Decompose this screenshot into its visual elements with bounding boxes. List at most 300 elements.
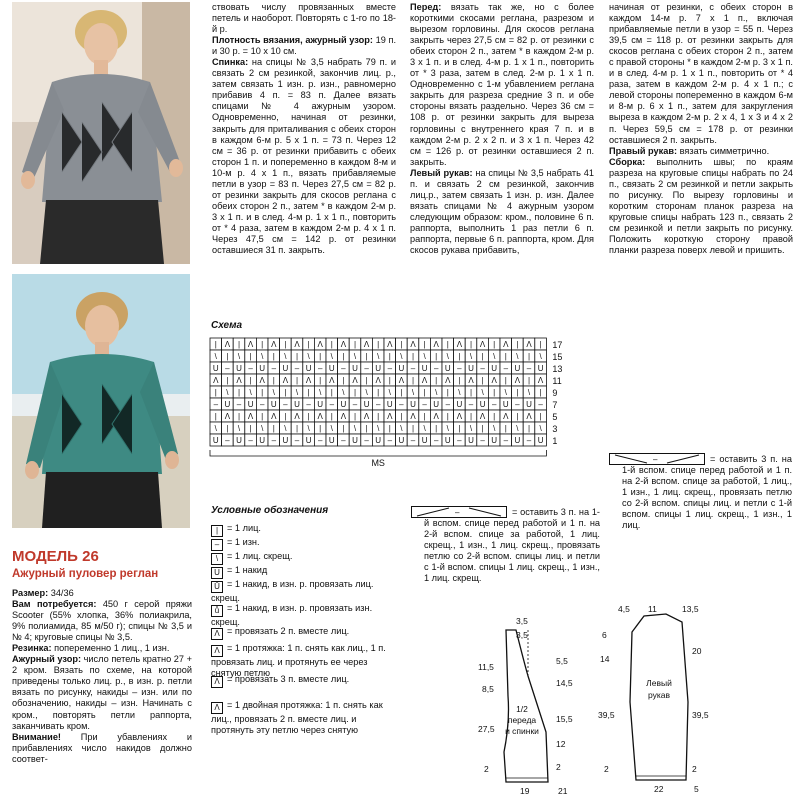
legend-item [211, 565, 391, 579]
chart-symbol: | [237, 412, 241, 421]
chart-symbol: | [249, 424, 252, 433]
svg-text:–: – [653, 455, 658, 464]
chart-symbol: U [259, 436, 266, 445]
model-photo-green [12, 274, 190, 528]
cable-right-text: = оставить 3 п. на 1-й вспом. спице перед работой и 1 п. на 2-й вспом. спице за работой, 1 лиц., 1 изн., 1 лиц. скрещ., провязать петлю со 2-й вспом. спицы лиц. и петли с 1-й вспом. спицы 1 лиц. скрещ., 1 изн., 1 лиц. [622, 454, 792, 531]
chart-symbol: | [319, 352, 322, 361]
chart-symbol: | [295, 424, 299, 433]
chart-symbol: | [214, 412, 217, 421]
chart-symbol: – [515, 400, 520, 409]
chart-symbol: | [307, 340, 310, 349]
chart-symbol: | [295, 352, 299, 361]
chart-symbol: | [539, 340, 542, 349]
sleeve-dim-right-3: 2 [692, 764, 697, 774]
legend-symbol: Λ [211, 628, 223, 640]
legend-text: = 1 накид [227, 565, 268, 575]
chart-symbol: | [353, 388, 357, 397]
chart-symbol: \ [411, 388, 415, 397]
chart-symbol: U [282, 436, 289, 445]
rib-label: Резинка: [12, 643, 52, 654]
legend-text: = 1 накид, в изн. р. провязать изн. скрещ. [211, 603, 373, 627]
chart-symbol: | [353, 340, 357, 349]
front-dim-top-a: 3,5 [516, 616, 528, 626]
chart-symbol: | [516, 340, 519, 349]
chart-symbol: \ [539, 424, 542, 433]
chart-symbol: – [317, 364, 323, 373]
chart-symbol: \ [295, 388, 299, 397]
chart-symbol: – [538, 400, 543, 409]
chart-symbol: U [410, 400, 416, 409]
chart-symbol: | [469, 340, 473, 349]
front-dim-right-4: 12 [556, 739, 566, 749]
chart-symbol: – [294, 364, 300, 373]
chart-row-number: 9 [552, 388, 558, 398]
chart-symbol: Λ [352, 376, 358, 385]
legend-symbol: U [211, 567, 223, 579]
back-instructions [212, 2, 396, 256]
legend-text: = 1 лиц. [227, 523, 261, 533]
chart-symbol: – [294, 436, 300, 445]
chart-symbol: \ [493, 424, 496, 433]
materials-label: Вам потребуется: [12, 599, 97, 610]
front-dim-right-5: 2 [556, 762, 561, 772]
front-dim-right-2: 14,5 [556, 678, 573, 688]
legend-item [211, 523, 391, 537]
chart-symbol: | [446, 412, 449, 421]
chart-symbol: \ [284, 424, 287, 433]
pattern-sleeve [596, 602, 796, 798]
chart-symbol: | [458, 376, 461, 385]
chart-symbol: | [261, 340, 264, 349]
chart-symbol: – [283, 400, 288, 409]
chart-symbol: – [306, 400, 311, 409]
chart-symbol: | [400, 388, 403, 397]
chart-symbol: – [433, 436, 439, 445]
chart-symbol: Λ [213, 376, 219, 385]
right-sleeve-label: Правый рукав: [609, 145, 678, 156]
chart-symbol: \ [226, 388, 229, 397]
chart-symbol: | [365, 352, 368, 361]
chart-symbol: \ [353, 352, 357, 361]
chart-symbol: – [503, 364, 509, 373]
chart-symbol: – [259, 400, 265, 409]
chart-symbol: | [330, 388, 333, 397]
chart-symbol: U [328, 436, 335, 445]
chart-row-number: 5 [552, 412, 558, 422]
chart-symbol: U [352, 436, 358, 445]
chart-symbol: Λ [410, 340, 416, 349]
chart-symbol: – [225, 436, 230, 445]
front-dim-bottom-2: 21 [558, 786, 568, 796]
pattern-front-back [476, 612, 596, 800]
chart-symbol: – [457, 436, 462, 445]
sleeve-dim-bottom-1: 22 [654, 784, 664, 794]
left-column-text [12, 588, 192, 765]
sleeve-dim-top-2: 11 [648, 604, 657, 614]
chart-symbol: | [493, 412, 496, 421]
chart-symbol: \ [527, 388, 531, 397]
chart-symbol: | [214, 388, 217, 397]
chart-symbol: Λ [317, 412, 323, 421]
legend-text: = 1 изн. [227, 537, 260, 547]
chart-symbol: | [226, 352, 229, 361]
front-label-2: переда [507, 715, 537, 725]
chart-symbol: – [503, 436, 509, 445]
left-sleeve-label: Левый рукав: [410, 167, 473, 178]
chart-symbol: U [247, 400, 254, 409]
chart-symbol: – [364, 364, 369, 373]
chart-symbol: Λ [503, 340, 509, 349]
sleeve-label-2: рукав [647, 690, 671, 700]
chart-symbol: Λ [340, 340, 347, 349]
legend-symbol: Λ [211, 645, 223, 657]
chart-symbol: U [491, 436, 498, 445]
chart-symbol: – [445, 400, 451, 409]
chart-symbol: Λ [537, 376, 544, 385]
chart-symbol: U [386, 400, 393, 409]
chart-symbol: U [259, 364, 266, 373]
chart-symbol: | [272, 424, 275, 433]
front-dim-right-1: 5,5 [556, 656, 568, 666]
chart-row-number: 15 [552, 352, 563, 362]
chart-symbol: U [363, 400, 370, 409]
chart-symbol: – [375, 400, 381, 409]
chart-symbol: Λ [398, 376, 405, 385]
chart-symbol: \ [469, 352, 473, 361]
chart-symbol: – [526, 364, 532, 373]
chart-symbol: U [294, 400, 300, 409]
front-dim-left-1: 11,5 [478, 662, 494, 672]
legend-title: Условные обозначения [211, 505, 329, 516]
model-photo-grey [12, 2, 190, 264]
chart-symbol: – [248, 436, 253, 445]
back-text: на спицы № 3,5 набрать 79 п. и связать 2 см резинкой, закончив лиц. р., затем связать 1 изн. р. изн., равномерно прибавив 4 п. = 83 п. Далее вязать спицами № 4 ажурным узором. Одновременно, начиная от резинки, закрыть для приталивания с обеих сторон в каждом 6-м р. 5 х 1 п. = 73 п. Через 12 см = 36 р. от резинки прибавить с обеих сторон 1 п. и попеременно в каждом 8-м и 10-м р. 4 х 1 п., вязать прибавляемые петли в узор = 83 п. Через 27,5 см = 82 р. от резинки закрыть для скосов реглана с обеих сторон 2 п., затем * в каждом 2-м р. 3 х 1 п. и в след. 4-м р. 1 х 1 п., повторить от * 4 раза, затем в каждом 2-м р. 4 х 1 п. Через 47,5 см = 142 р. от резинки оставшиеся 31 п. закрыть. [212, 57, 396, 256]
chart-symbol: U [514, 364, 521, 373]
legend-symbol: Λ [211, 702, 223, 714]
chart-symbol: U [305, 436, 312, 445]
chart-symbol: | [365, 424, 368, 433]
chart-symbol: \ [446, 424, 449, 433]
chart-symbol: | [411, 376, 415, 385]
chart-symbol: | [307, 388, 310, 397]
size-text: 34/36 [48, 588, 74, 598]
chart-symbol: | [458, 424, 461, 433]
chart-symbol: \ [307, 424, 310, 433]
size-label: Размер: [12, 588, 49, 598]
sleeve-dim-right-2: 39,5 [692, 710, 709, 720]
chart-symbol: U [398, 436, 405, 445]
chart-symbol: \ [214, 352, 217, 361]
chart-symbol: Λ [294, 340, 300, 349]
svg-text:–: – [455, 508, 460, 517]
chart-symbol: Λ [363, 412, 370, 421]
chart-symbol: \ [377, 424, 380, 433]
chart-symbol: Λ [526, 412, 532, 421]
chart-symbol: U [236, 436, 242, 445]
chart-symbol: \ [504, 388, 507, 397]
chart-symbol: – [352, 400, 358, 409]
chart-symbol: U [421, 364, 428, 373]
chart-symbol: U [479, 400, 486, 409]
chart-symbol: Λ [329, 376, 335, 385]
chart-symbol: – [387, 436, 393, 445]
chart-symbol: U [526, 400, 532, 409]
chart-symbol: | [330, 340, 333, 349]
chart-symbol: Λ [410, 412, 416, 421]
chart-symbol: – [526, 436, 532, 445]
legend-item [211, 551, 391, 565]
chart-symbol: | [423, 412, 426, 421]
chart-symbol: – [248, 364, 253, 373]
chart-symbol: \ [237, 352, 241, 361]
knitting-chart-grid [208, 334, 563, 478]
chart-symbol: \ [493, 352, 496, 361]
chart-symbol: – [457, 364, 462, 373]
front-dim-top-b: 3,5 [516, 630, 528, 640]
chart-symbol: Λ [236, 376, 242, 385]
chart-symbol: Λ [224, 340, 231, 349]
chart-symbol: Λ [491, 376, 497, 385]
chart-symbol: Λ [479, 340, 486, 349]
legend-symbol: \ [211, 553, 223, 565]
sleeve-dim-left-4: 2 [604, 764, 609, 774]
chart-symbol: | [400, 340, 403, 349]
chart-symbol: | [284, 388, 287, 397]
chart-symbol: U [212, 436, 219, 445]
chart-symbol: Λ [526, 340, 532, 349]
model-subtitle: Ажурный пуловер реглан [12, 568, 159, 580]
chart-symbol: | [423, 340, 426, 349]
assembly-instructions [609, 2, 793, 256]
chart-symbol: | [411, 352, 415, 361]
chart-symbol: – [468, 400, 474, 409]
chart-ms-bracket [210, 450, 546, 456]
front-dim-left-4: 2 [484, 764, 489, 774]
chart-symbol: | [342, 352, 345, 361]
front-label: Перед: [410, 2, 442, 12]
chart-symbol: U [328, 364, 335, 373]
chart-symbol: \ [435, 388, 438, 397]
chart-symbol: U [468, 364, 474, 373]
chart-symbol: | [435, 424, 438, 433]
chart-symbol: Λ [387, 340, 393, 349]
chart-symbol: Λ [294, 412, 300, 421]
chart-row-number: 7 [552, 400, 558, 410]
chart-symbol: | [388, 424, 391, 433]
sleeve-label-1: Левый [646, 678, 672, 688]
chart-symbol: Λ [479, 412, 486, 421]
chart-symbol: – [480, 364, 485, 373]
materials-text: 450 г серой пряжи Scooter (55% хлопка, 36% полиакрила, 9% полиамида, 85 м/50 г); спицы № 3,5 и № 4; круговые спицы № 3,5. [12, 599, 192, 643]
chart-symbol: Λ [445, 376, 451, 385]
chart-symbol: | [504, 424, 507, 433]
sleeve-dim-bottom-2: 5 [694, 784, 699, 794]
chart-symbol: \ [261, 424, 264, 433]
chart-symbol: | [539, 388, 542, 397]
attention-label: Внимание! [12, 731, 61, 742]
chart-symbol: \ [330, 352, 333, 361]
chart-symbol: | [319, 424, 322, 433]
chart-symbol: | [353, 412, 357, 421]
front-dim-left-2: 8,5 [482, 684, 494, 694]
knitting-chart [208, 334, 563, 478]
chart-symbol: Λ [433, 412, 439, 421]
chart-symbol: U [270, 400, 277, 409]
chart-symbol: U [433, 400, 440, 409]
front-dim-right-3: 15,5 [556, 714, 573, 724]
assembly-text: выполнить швы; по краям разреза на круговые спицы набрать по 24 п., связать 2 см резинкой и петли закрыть по рисунку. По вырезу горловины и коротким сторонам планок разреза на круговые спицы набрать 123 п., связать 2 см резинкой и петли закрыть по рисунку. Положить короткую сторону правой планки разреза поверх левой и пришить. [609, 156, 793, 256]
chart-symbol: | [342, 376, 345, 385]
chart-symbol: | [481, 352, 484, 361]
chart-symbol: – [341, 364, 346, 373]
col4-intro: начиная от резинки, с обеих сторон в каждом 14-м р. 7 х 1 п., включая прибавляемые петли в узор = 55 п. Через 39,5 см = 118 р. от резинки закрыть для скосов реглана с обеих сторон 2 п., затем с правой стороны * в каждом 2-м р. 3 х 1 п. и в след. 4-м р. 1 х 1 п., повторить от * 4 раза, затем в каждом 2-м р. 4 х 1 п.; с левой стороны попеременно в каждом 6-м и 8-м р. 6 х 1 п., затем для закругления выреза в каждом 2-м р. 2 х 4, 1 х 3 и 4 х 2 п. Через 59,5 см = 178 р. от резинки оставшиеся 2 п. закрыть. [609, 2, 793, 145]
chart-symbol: \ [377, 352, 380, 361]
legend-item [211, 579, 391, 604]
chart-symbol: \ [400, 424, 403, 433]
chart-symbol: | [516, 388, 519, 397]
chart-symbol: \ [516, 352, 519, 361]
chart-symbol: | [423, 388, 426, 397]
chart-symbol: | [527, 352, 531, 361]
chart-symbol: U [375, 364, 382, 373]
chart-symbol: | [214, 340, 217, 349]
chart-symbol: Λ [247, 340, 254, 349]
chart-symbol: Λ [271, 340, 277, 349]
right-sleeve-text: вязать симметрично. [677, 145, 770, 156]
chart-symbol: – [213, 400, 219, 409]
lace-label: Ажурный узор: [12, 654, 82, 665]
chart-symbol: Λ [317, 340, 323, 349]
chart-symbol: | [237, 340, 241, 349]
sleeve-dim-left-2: 14 [600, 654, 610, 664]
chart-symbol: | [469, 388, 473, 397]
chart-symbol: Λ [421, 376, 428, 385]
front-dim-bottom-1: 19 [520, 786, 530, 796]
schema-title: Схема [211, 320, 243, 331]
chart-symbol: | [272, 376, 275, 385]
chart-symbol: – [317, 436, 323, 445]
chart-symbol: U [537, 436, 544, 445]
chart-symbol: – [491, 400, 497, 409]
chart-symbol: Λ [224, 412, 231, 421]
col2-intro: ствовать числу провязанных вместе петель и наоборот. Повторять с 1-го по 18-й р. [212, 2, 396, 35]
chart-symbol: – [271, 436, 277, 445]
chart-symbol: | [527, 424, 531, 433]
chart-row-number: 13 [552, 364, 563, 374]
legend-symbol: | [211, 525, 223, 537]
lace-text: число петель кратно 27 + 2 кром. Вязать по схеме, на которой приведены только лиц. р., в изн. р. петли вязать по рисунку, накиды – изн. или по обозначению, накиды – изн. Начинать с кром., повторять петли раппорта, заканчивать кром. [12, 654, 192, 731]
sleeve-dim-right-1: 20 [692, 646, 702, 656]
chart-symbol: U [444, 436, 451, 445]
chart-symbol: – [410, 364, 416, 373]
legend-text: = 1 лиц. скрещ. [227, 551, 293, 561]
legend-symbol: Ū [211, 581, 223, 593]
chart-symbol: | [400, 412, 403, 421]
legend-text: = 1 двойная протяжка: 1 п. снять как лиц., провязать 2 п. вместе лиц. и протянуть эту петлю через снятую [211, 700, 383, 735]
chart-symbol: \ [423, 352, 426, 361]
chart-symbol: \ [446, 352, 449, 361]
chart-symbol: Λ [340, 412, 347, 421]
chart-symbol: U [212, 364, 219, 373]
chart-symbol: Λ [514, 376, 521, 385]
chart-symbol: | [493, 388, 496, 397]
chart-symbol: | [307, 412, 310, 421]
model-title: МОДЕЛЬ 26 [12, 548, 99, 565]
chart-symbol: Λ [305, 376, 312, 385]
assembly-label: Сборка: [609, 156, 646, 167]
gauge-text: 19 п. и 30 р. = 10 х 10 см. [212, 35, 396, 57]
chart-symbol: U [456, 400, 463, 409]
chart-symbol: \ [330, 424, 333, 433]
chart-symbol: U [514, 436, 521, 445]
chart-symbol: U [282, 364, 289, 373]
attention-text: При убавлениях и прибавлениях число накидов должно соответ- [12, 731, 192, 764]
chart-symbol: | [539, 412, 542, 421]
chart-symbol: Λ [282, 376, 289, 385]
chart-row-number: 17 [552, 340, 563, 350]
chart-symbol: U [340, 400, 347, 409]
chart-symbol: \ [458, 388, 461, 397]
legend-item [211, 674, 391, 688]
legend-symbol: Λ [211, 676, 223, 688]
chart-ms-label: MS [371, 458, 385, 468]
chart-symbol: | [458, 352, 461, 361]
chart-symbol: \ [469, 424, 473, 433]
chart-symbol: Λ [259, 376, 265, 385]
chart-symbol: | [249, 352, 252, 361]
legend-item [211, 537, 391, 551]
chart-symbol: | [342, 424, 345, 433]
chart-symbol: | [365, 376, 368, 385]
chart-symbol: U [468, 436, 474, 445]
chart-symbol: – [410, 436, 416, 445]
legend-symbol: ů [211, 605, 223, 617]
sleeve-dim-top-1: 4,5 [618, 604, 630, 614]
chart-symbol: Λ [433, 340, 439, 349]
sleeve-dim-top-3: 13,5 [682, 604, 699, 614]
chart-symbol: | [411, 424, 415, 433]
sleeve-dim-left-1: 6 [602, 630, 607, 640]
chart-symbol: | [330, 412, 333, 421]
chart-row-number: 11 [552, 376, 562, 386]
chart-symbol: Λ [468, 376, 474, 385]
legend-item [211, 626, 391, 640]
sleeve-dim-left-3: 39,5 [598, 710, 615, 720]
front-dim-left-3: 27,5 [478, 724, 495, 734]
chart-symbol: | [377, 412, 380, 421]
chart-symbol: \ [214, 424, 217, 433]
chart-symbol: | [481, 424, 484, 433]
chart-row-number: 3 [552, 424, 558, 434]
chart-symbol: | [516, 412, 519, 421]
chart-symbol: | [435, 376, 438, 385]
chart-symbol: | [226, 376, 229, 385]
chart-symbol: \ [353, 424, 357, 433]
front-label-1: 1/2 [516, 704, 528, 714]
chart-symbol: – [236, 400, 242, 409]
chart-symbol: U [352, 364, 358, 373]
chart-symbol: \ [423, 424, 426, 433]
chart-symbol: | [272, 352, 275, 361]
left-sleeve-text: на спицы № 3,5 набрать 41 п. и связать 2 см резинкой, закончив лиц.р., затем связать 1 изн. р. изн. Далее вязать спицами № 4 ажурным узором следующим образом: кром., половине 6 п. раппорта, выполнить 1 раз петли 6 п. раппорта, первые 6 п. раппорта, кром. Для скосов рукава прибавить, [410, 167, 594, 256]
chart-symbol: | [481, 376, 484, 385]
chart-symbol: U [421, 436, 428, 445]
chart-symbol: U [236, 364, 242, 373]
chart-symbol: U [305, 364, 312, 373]
chart-symbol: – [329, 400, 335, 409]
chart-symbol: Λ [363, 340, 370, 349]
chart-symbol: | [377, 388, 380, 397]
